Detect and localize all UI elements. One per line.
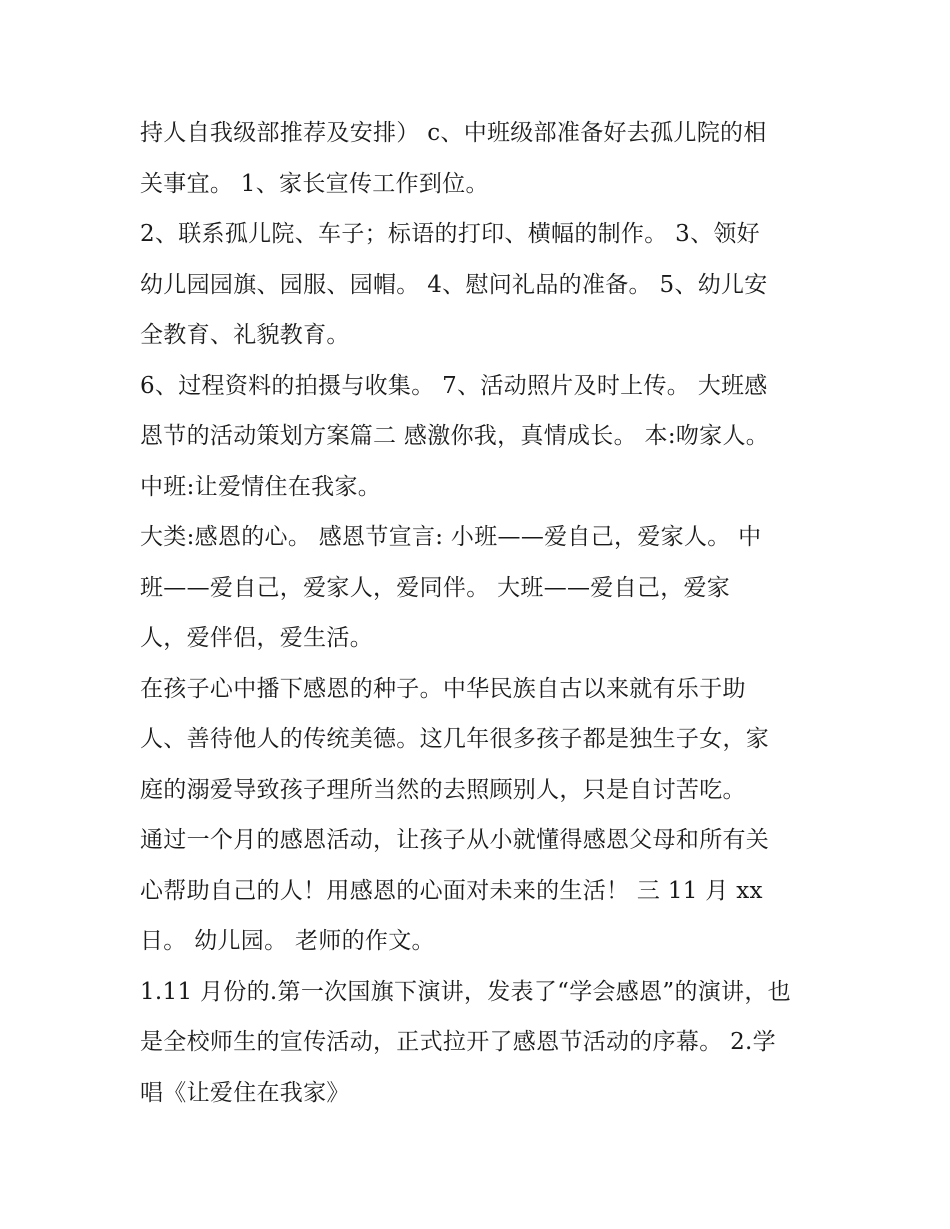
text-line: 心帮助自己的人！用感恩的心面对未来的生活！ 三 11 月 xx (140, 877, 763, 904)
text-line: 人、善待他人的传统美德。这几年很多孩子都是独生子女，家 (140, 726, 770, 752)
text-line: 通过一个月的感恩活动，让孩子从小就懂得感恩父母和所有关 (140, 827, 770, 853)
text-line: 是全校师生的宣传活动，正式拉开了感恩节活动的序幕。 2.学 (140, 1029, 776, 1055)
text-line: 唱《让爱住在我家》 (140, 1079, 350, 1106)
text-line: 1.11 月份的.第一次国旗下演讲，发表了“学会感恩”的演讲，也 (140, 978, 791, 1005)
body-text (140, 108, 820, 1118)
text-line: 日。 幼儿园。 老师的作文。 (140, 928, 435, 954)
text-line: 持人自我级部推荐及安排） c、中班级部准备好去孤儿院的相 (140, 120, 767, 146)
text-line: 人，爱伴侣，爱生活。 (140, 625, 373, 651)
text-line: 班——爱自己，爱家人，爱同伴。 大班——爱自己，爱家 (140, 574, 731, 601)
text-line: 庭的溺爱导致孩子理所当然的去照顾别人，只是自讨苦吃。 (140, 776, 746, 803)
text-line: 关事宜。 1、家长宣传工作到位。 (140, 170, 489, 197)
text-line: 2、联系孤儿院、车子；标语的打印、横幅的制作。 3、领好 (140, 221, 760, 247)
text-line: 大类:感恩的心。 感恩节宣言: 小班——爱自己，爱家人。 中 (140, 524, 762, 550)
text-line: 中班:让爱情住在我家。 (140, 473, 382, 500)
text-line: 6、过程资料的拍摄与收集。 7、活动照片及时上传。 大班感 (140, 372, 768, 399)
text-line: 幼儿园园旗、园服、园帽。 4、慰问礼品的准备。 5、幼儿安 (140, 271, 768, 298)
text-line: 在孩子心中播下感恩的种子。中华民族自古以来就有乐于助 (140, 675, 746, 702)
text-line: 全教育、礼貌教育。 (140, 322, 350, 348)
text-line: 恩节的活动策划方案篇二 感激你我，真情成长。 本:吻家人。 (140, 423, 770, 449)
